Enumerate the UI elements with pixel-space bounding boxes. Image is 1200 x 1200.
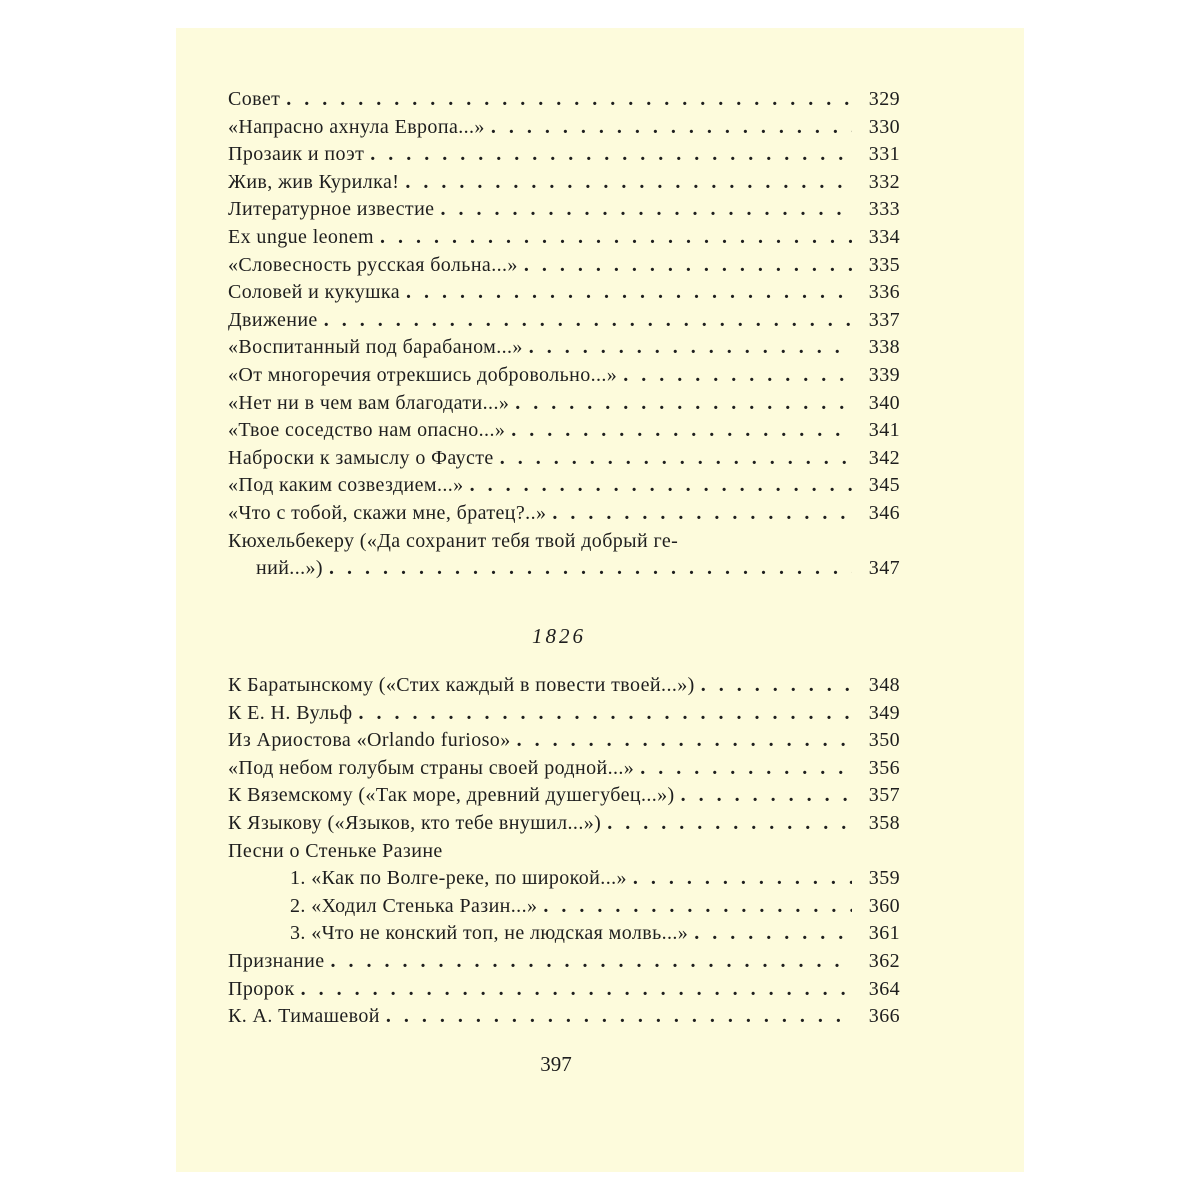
dot-leader	[633, 867, 852, 890]
entry-page: 336	[868, 281, 900, 304]
page-number: 397	[540, 1052, 572, 1076]
entry-page: 345	[868, 474, 900, 497]
entry-page: 337	[868, 308, 900, 331]
dot-leader	[515, 392, 852, 415]
toc-entry	[228, 171, 900, 199]
dot-leader	[623, 364, 852, 387]
book-page	[176, 28, 1024, 1172]
entry-page: 364	[868, 977, 900, 1000]
entry-page: 359	[868, 867, 900, 890]
dot-leader	[358, 702, 852, 725]
dot-leader	[543, 895, 852, 918]
dot-leader	[701, 674, 852, 697]
entry-title: 1. «Как по Волге-реке, по широкой...»	[290, 867, 627, 890]
toc-entry	[228, 364, 900, 392]
dot-leader	[470, 474, 852, 497]
entry-page: 331	[868, 143, 900, 166]
dot-leader	[500, 447, 852, 470]
toc-entry	[228, 1005, 900, 1033]
entry-title: К. А. Тимашевой	[228, 1005, 380, 1028]
toc-entry	[228, 674, 900, 702]
toc-group-heading-row	[228, 840, 900, 868]
toc-entry	[228, 702, 900, 730]
toc-entry	[228, 198, 900, 226]
dot-leader	[440, 198, 852, 221]
entry-title: Движение	[228, 308, 318, 331]
entry-title: К Языкову («Языков, кто тебе внушил...»)	[228, 811, 602, 834]
entry-page: 361	[868, 922, 900, 945]
entry-title: «Словесность русская больна...»	[228, 253, 518, 276]
entry-title-line1: Кюхельбекеру («Да сохранит тебя твой добрый ге-	[228, 529, 679, 552]
toc-group-entry	[228, 867, 900, 895]
dot-leader	[386, 1005, 852, 1028]
entry-page: 349	[868, 701, 900, 724]
entry-page: 340	[868, 391, 900, 414]
toc-entry	[228, 226, 900, 254]
entry-page: 329	[868, 88, 900, 110]
dot-leader	[524, 254, 852, 277]
entry-page: 339	[868, 363, 900, 386]
entry-page: 330	[868, 115, 900, 138]
toc-entry	[228, 336, 900, 364]
entry-page: 334	[868, 225, 900, 248]
toc-group-entry	[228, 895, 900, 923]
group-heading: Песни о Стеньке Разине	[228, 839, 443, 862]
dot-leader	[370, 143, 852, 166]
toc-entry	[228, 392, 900, 420]
entry-page: 348	[868, 674, 900, 696]
entry-title: «От многоречия отрекшись добровольно...»	[228, 363, 618, 386]
entry-page: 347	[868, 557, 900, 580]
entry-title: «Твое соседство нам опасно...»	[228, 419, 506, 442]
toc-entry	[228, 757, 900, 785]
dot-leader	[406, 281, 852, 304]
toc-section-1826	[228, 674, 900, 1033]
dot-leader	[491, 116, 852, 139]
entry-page: 335	[868, 253, 900, 276]
entry-title: Соловей и кукушка	[228, 281, 401, 304]
entry-title: Из Ариостова «Orlando furioso»	[228, 729, 511, 752]
dot-leader	[681, 784, 852, 807]
entry-title: 3. «Что не конский топ, не людская молвь...»	[290, 922, 689, 945]
toc-entry	[228, 419, 900, 447]
entry-page: 341	[868, 419, 900, 442]
dot-leader	[640, 757, 852, 780]
entry-title: «Напрасно ахнула Европа...»	[228, 115, 485, 138]
entry-title: «Воспитанный под барабаном...»	[228, 336, 523, 359]
entry-title-line2-row	[228, 557, 900, 585]
toc-entry	[228, 784, 900, 812]
toc-entry-multiline	[228, 530, 900, 585]
entry-title: Жив, жив Курилка!	[228, 170, 400, 193]
entry-page: 333	[868, 198, 900, 221]
dot-leader	[552, 502, 852, 525]
dot-leader	[324, 309, 852, 332]
toc-entry	[228, 978, 900, 1006]
entry-page: 338	[868, 336, 900, 359]
entry-title: К Баратынскому («Стих каждый в повести твоей...»)	[228, 674, 695, 696]
year-heading: 1826	[532, 624, 586, 648]
entry-page: 357	[868, 784, 900, 807]
entry-title: К Е. Н. Вульф	[228, 701, 353, 724]
entry-title: «Под небом голубым страны своей родной...»	[228, 756, 635, 779]
entry-title: Литературное известие	[228, 198, 435, 221]
dot-leader	[301, 978, 852, 1001]
toc-entry	[228, 447, 900, 475]
entry-title: Наброски к замыслу о Фаусте	[228, 446, 494, 469]
entry-page: 356	[868, 756, 900, 779]
entry-title: «Нет ни в чем вам благодати...»	[228, 391, 510, 414]
entry-title: Совет	[228, 88, 281, 110]
entry-title: «Под каким созвездием...»	[228, 474, 464, 497]
entry-page: 358	[868, 811, 900, 834]
dot-leader	[405, 171, 852, 194]
entry-title: 2. «Ходил Стенька Разин...»	[290, 894, 538, 917]
toc-entry	[228, 309, 900, 337]
entry-title: К Вяземскому («Так море, древний душегубец...»)	[228, 784, 675, 807]
entry-title: Пророк	[228, 977, 295, 1000]
toc-section-1825	[228, 88, 900, 585]
entry-page: 366	[868, 1005, 900, 1028]
toc-entry	[228, 281, 900, 309]
entry-page: 332	[868, 170, 900, 193]
dot-leader	[694, 922, 852, 945]
dot-leader	[286, 88, 852, 111]
entry-title-line2: ний...»)	[256, 557, 323, 580]
entry-page: 346	[868, 501, 900, 524]
toc-entry	[228, 950, 900, 978]
entry-page: 342	[868, 446, 900, 469]
dot-leader	[331, 950, 852, 973]
entry-title: Прозаик и поэт	[228, 143, 365, 166]
entry-title: «Что с тобой, скажи мне, братец?..»	[228, 501, 547, 524]
entry-page: 362	[868, 949, 900, 972]
entry-title: Признание	[228, 949, 325, 972]
dot-leader	[529, 336, 852, 359]
entry-title: Ex ungue leonem	[228, 225, 374, 248]
toc-entry	[228, 143, 900, 171]
toc-entry	[228, 729, 900, 757]
dot-leader	[607, 812, 852, 835]
toc-group-entry	[228, 922, 900, 950]
dot-leader	[380, 226, 852, 249]
toc-entry	[228, 88, 900, 116]
toc-entry	[228, 254, 900, 282]
entry-page: 350	[868, 729, 900, 752]
dot-leader	[511, 419, 852, 442]
toc-entry	[228, 502, 900, 530]
toc-entry	[228, 116, 900, 144]
dot-leader	[517, 729, 852, 752]
toc-entry	[228, 474, 900, 502]
entry-page: 360	[868, 894, 900, 917]
toc-entry	[228, 812, 900, 840]
dot-leader	[329, 557, 852, 580]
